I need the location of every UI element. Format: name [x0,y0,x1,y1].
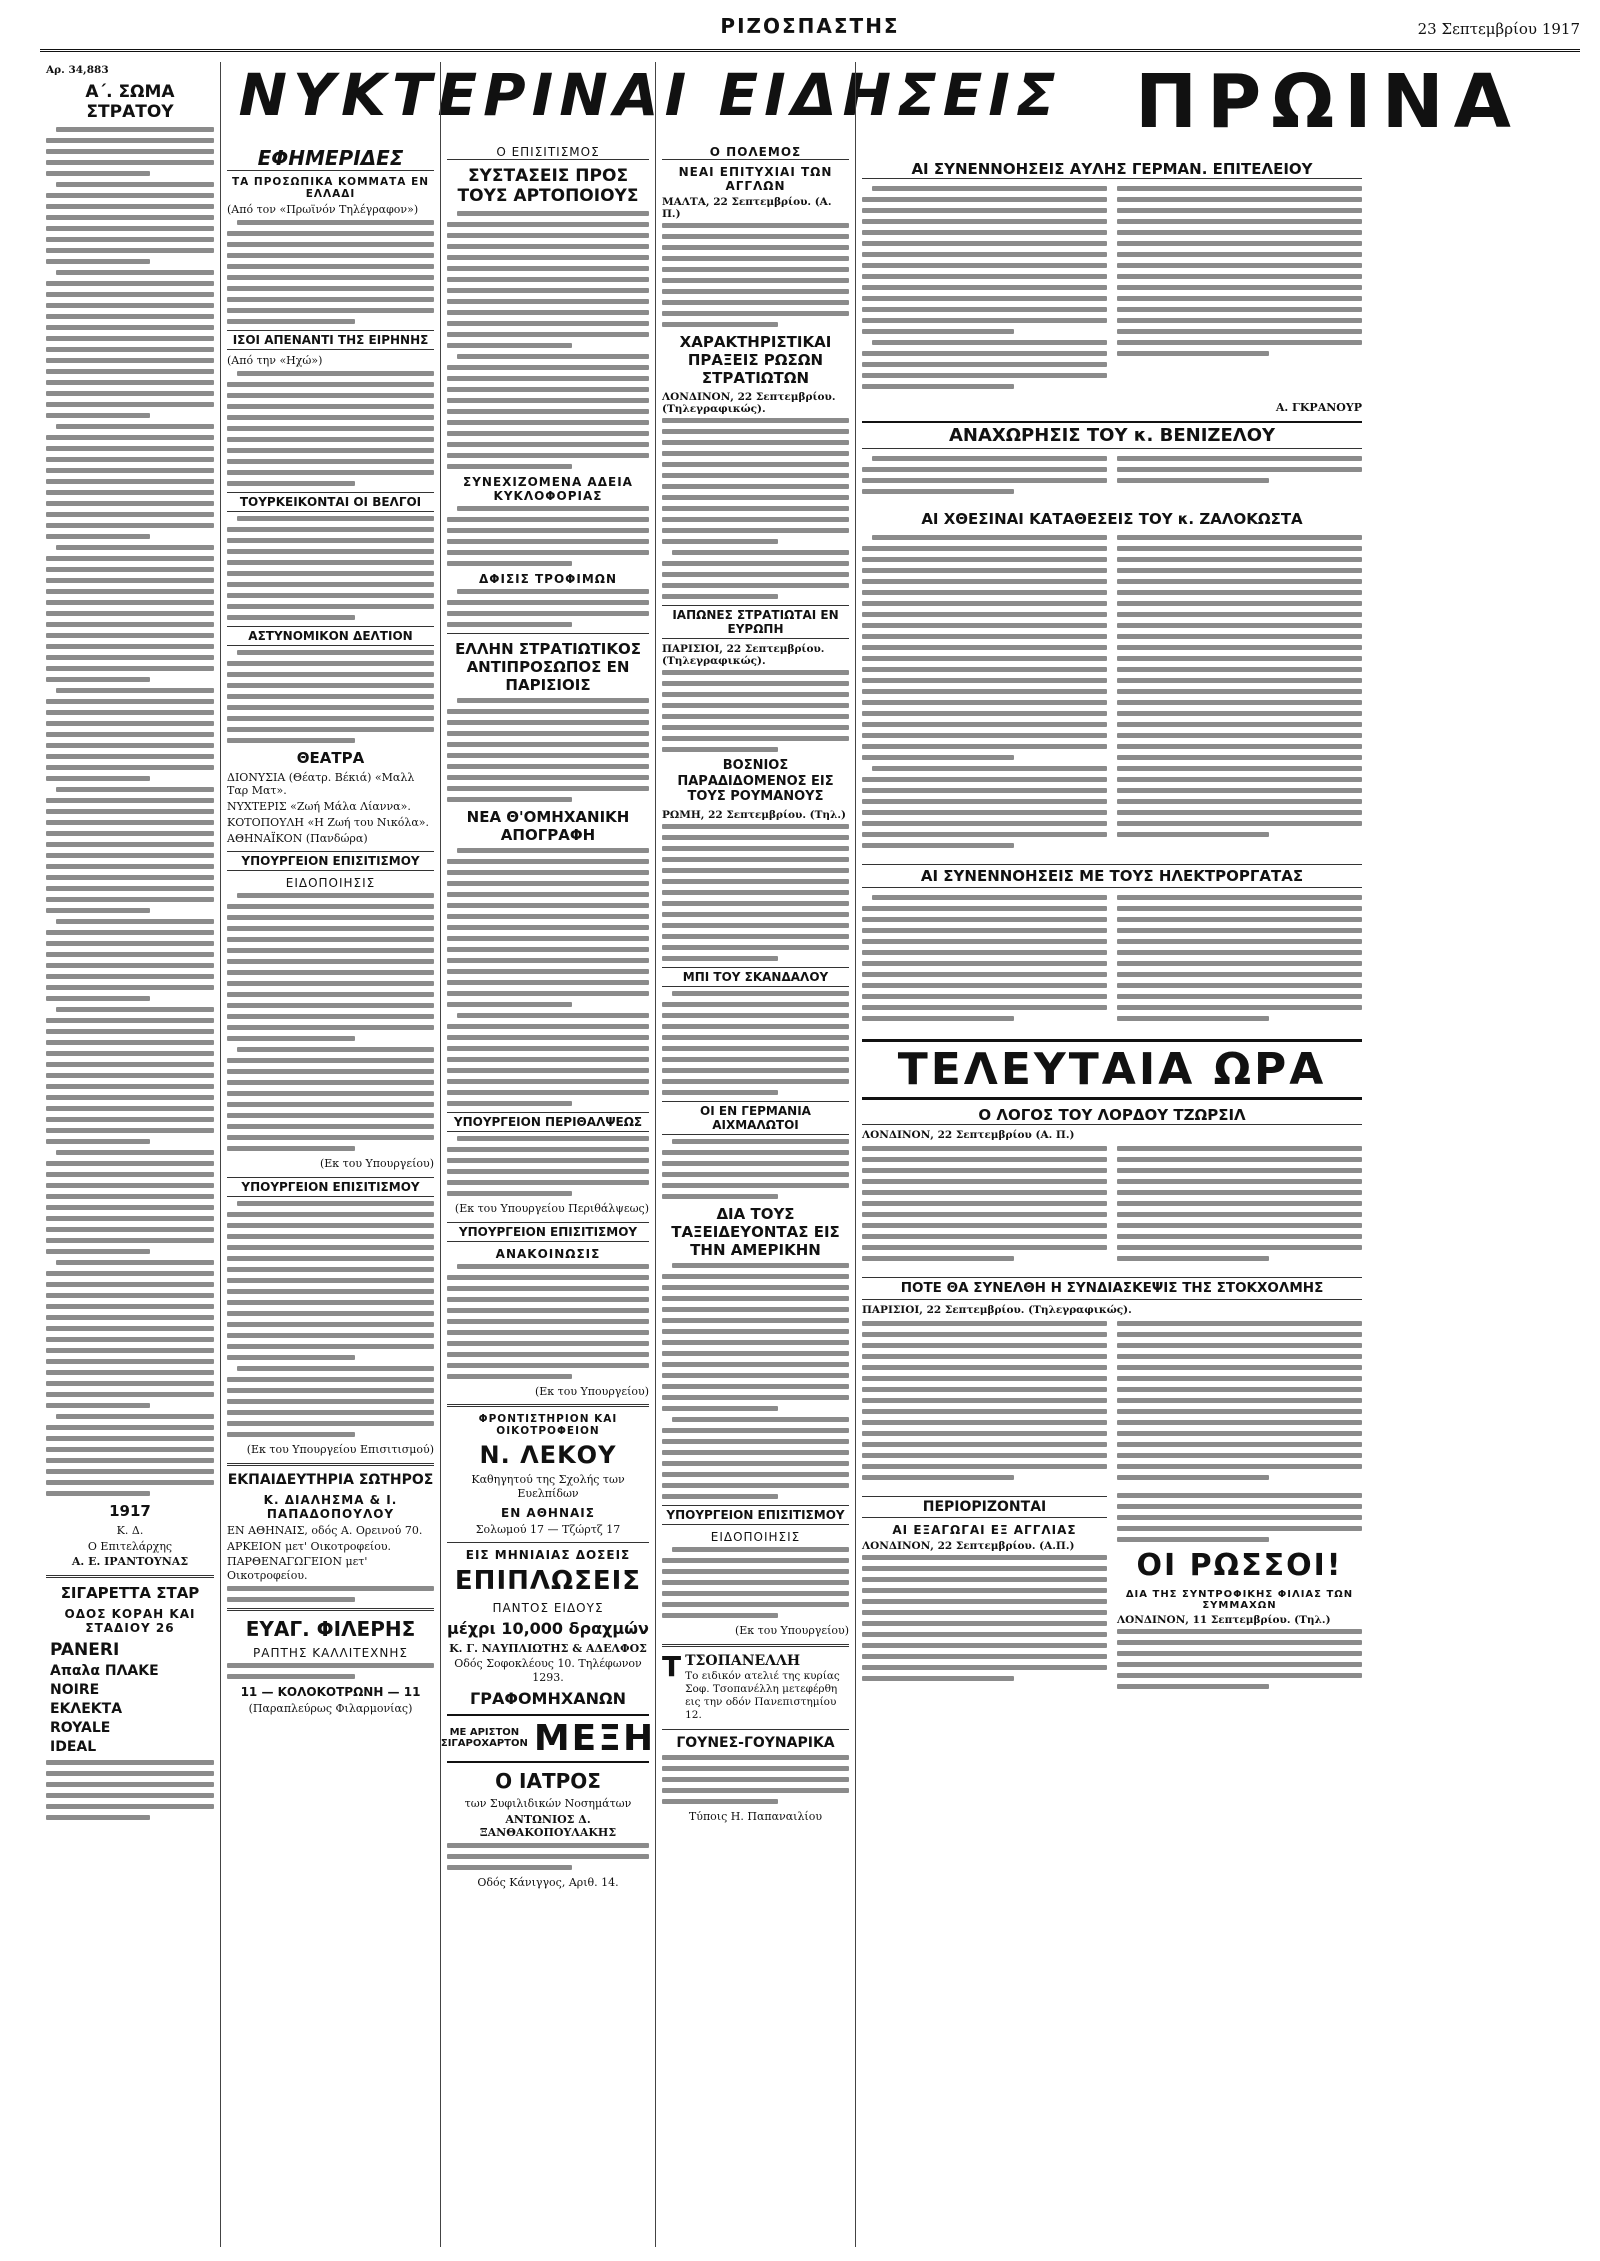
headline-velgoi: ΤΟΥΡΚΕΙΚΟΝΤΑΙ ΟΙ ΒΕΛΓΟΙ [227,492,434,512]
theatre-listing: ΚΟΤΟΠΟΥΛΗ «Η Ζωή του Νικόλα». [227,815,429,829]
headline-synennoiseis-avlis: ΑΙ ΣΥΝΕΝΝΟΗΣΕΙΣ ΑΥΛΗΣ ΓΕΡΜΑΝ. ΕΠΙΤΕΛΕΙΟΥ [862,160,1362,179]
ad-tsopanelli [662,1649,849,1723]
column-4 [655,62,855,2247]
source-note: (Εκ του Υπουργείου Περιθάλψεως) [454,1201,649,1215]
ad-mexi [440,1714,655,1763]
mexi-label: ΣΙΓΑΡΟΧΑΡΤΟΝ [440,1738,528,1750]
headline-stokcholmi: ΠΟΤΕ ΘΑ ΣΥΝΕΛΘΗ Η ΣΥΝΔΙΑΣΚΕΨΙΣ ΤΗΣ ΣΤΟΚΧΟΛΜΗΣ [862,1277,1362,1299]
column-2 [220,62,440,2247]
theatre-listing: ΔΙΟΝΥΣΙΑ (Θέατρ. Βέκιά) «Μαλλ Ταρ Ματ». [227,770,415,798]
dateline: ΛΟΝΔΙΝΟΝ, 22 Σεπτεμβρίου (Α. Π.) [862,1129,1075,1142]
ad-lekou-loc: ΕΝ ΑΘΗΝΑΙΣ [501,1505,595,1520]
headline-logos-tzorsil: Ο ΛΟΓΟΣ ΤΟΥ ΛΟΡΔΟΥ ΤΖΩΡΣΙΛ [862,1106,1362,1125]
headline-ypourgeion-3: ΥΠΟΥΡΓΕΙΟΝ ΕΠΙΣΙΤΙΣΜΟΥ [447,1222,649,1242]
section-efimerides: ΕΦΗΜΕΡΙΔΕΣ [227,146,434,171]
announcement-signoff-2: Ο Επιτελάρχης [87,1539,173,1553]
ad-epiploseis-addr: Οδός Σοφοκλέους 10. Τηλέφωνον 1293. [454,1657,642,1685]
headline-exagogai: ΑΙ ΕΞΑΓΩΓΑΙ ΕΞ ΑΓΓΛΙΑΣ [892,1522,1077,1537]
ad-sotiros-loc: ΕΝ ΑΘΗΝΑΙΣ, οδός Α. Ορεινού 70. [227,1523,423,1537]
newspaper-title: ΡΙΖΟΣΠΑΣΤΗΣ [720,14,900,38]
ad-lekou-name: Ν. ΛΕΚΟΥ [479,1441,617,1470]
ad-epiploseis-sub: ΠΑΝΤΟΣ ΕΙΔΟΥΣ [492,1600,604,1615]
dateline: ΡΩΜΗ, 22 Σεπτεμβρίου. (Τηλ.) [662,808,847,821]
printer-note: Τύποις Η. Παπαναιλίου [688,1809,823,1823]
theatre-listing: ΑΘΗΝΑΪΚΟΝ (Πανδώρα) [227,831,368,845]
eidopoiisis-label: ΕΙΔΟΠΟΙΗΣΙΣ [710,1529,801,1544]
mexi-brand: ΜΕΞΗ [533,1717,655,1759]
issue-date: 23 Σεπτεμβρίου 1917 [1417,20,1580,38]
kicker-episitismos: Ο ΕΠΙΣΙΤΙΣΜΟΣ [447,145,649,160]
dateline: ΜΑΛΤΑ, 22 Σεπτεμβρίου. (Α. Π.) [662,196,832,220]
raneri-line: IDEAL [50,1738,97,1755]
mexi-label: ΜΕ ΑΡΙΣΤΟΝ [449,1727,520,1739]
headline-praxeis-roson: ΧΑΡΑΚΤΗΡΙΣΤΙΚΑΙ ΠΡΑΞΕΙΣ ΡΩΣΩΝ ΣΤΡΑΤΙΩΤΩΝ [679,333,832,387]
announcement-title: Α΄. ΣΩΜΑ ΣΤΡΑΤΟΥ [85,82,175,123]
dateline: ΠΑΡΙΣΙΟΙ, 22 Σεπτεμβρίου. (Τηλεγραφικώς). [662,643,825,667]
ad-lekou-sub: Καθηγητού της Σχολής των Ευελπίδων [471,1473,625,1501]
headline-perithalpseos: ΥΠΟΥΡΓΕΙΟΝ ΠΕΡΙΘΑΛΨΕΩΣ [447,1112,649,1132]
headline-ellin-stratiotikos: ΕΛΛΗΝ ΣΤΡΑΤΙΩΤΙΚΟΣ ΑΝΤΙΠΡΟΣΩΠΟΣ ΕΝ ΠΑΡΙΣΙΟΙΣ [455,639,641,694]
ad-iatros-title: Ο ΙΑΤΡΟΣ [495,1768,601,1793]
ad-cigarette-star: ΣΙΓΑΡΕΤΤΑ ΣΤΑΡ [60,1584,200,1603]
announcement-body [46,127,214,1496]
source-note: (Εκ του Υπουργείου Επισιτισμού) [246,1443,434,1456]
headline-apografi: ΝΕΑ Θ'ΟΜΗΧΑΝΙΚΗ ΑΠΟΓΡΑΦΗ [466,807,630,844]
headline-isoi: ΙΣΟΙ ΑΠΕΝΑΝΤΙ ΤΗΣ ΕΙΡΗΝΗΣ [227,330,434,350]
ad-iatros-addr: Οδός Κάνιγγος, Αριθ. 14. [477,1876,619,1890]
dateline: ΛΟΝΔΙΝΟΝ, 11 Σεπτεμβρίου. (Τηλ.) [1117,1613,1331,1626]
ad-fileris-address: 11 — ΚΟΛΟΚΟΤΡΩΝΗ — 11 [240,1684,421,1699]
headline-symmachon: ΔΙΑ ΤΗΣ ΣΥΝΤΡΟΦΙΚΗΣ ΦΙΛΙΑΣ ΤΩΝ ΣΥΜΜΑΧΩΝ [1125,1588,1354,1611]
ad-sotiros-sub: Κ. ΔΙΑΛΗΣΜΑ & Ι. ΠΑΠΑΔΟΠΟΥΛΟΥ [263,1492,398,1521]
headline-adeia: ΣΥΝΕΧΙΖΟΜΕΝΑ ΑΔΕΙΑ ΚΥΚΛΟΦΟΡΙΑΣ [463,474,633,503]
ad-grafomixanon: ΓΡΑΦΟΜΗΧΑΝΩΝ [470,1688,626,1708]
source-note: (Εκ του Υπουργείου) [319,1157,434,1171]
headline-zalokosta: ΑΙ ΧΘΕΣΙΝΑΙ ΚΑΤΑΘΕΣΕΙΣ ΤΟΥ κ. ΖΑΛΟΚΩΣΤΑ [921,510,1303,529]
headline-periorizontai: ΠΕΡΙΟΡΙΖΟΝΤΑΙ [862,1496,1107,1518]
headline-astynomikon: ΑΣΤΥΝΟΜΙΚΟΝ ΔΕΛΤΙΟΝ [227,626,434,646]
headline-aichmalotoi: ΟΙ ΕΝ ΓΕΡΜΑΝΙΑ ΑΙΧΜΑΛΩΤΟΙ [662,1101,849,1135]
ad-iatros-sub: των Συφιλιδικών Νοσημάτων [464,1796,632,1810]
column-3 [440,62,655,2247]
raneri-line: EΚΛΕΚΤΑ [50,1700,123,1717]
isoi-source: (Από την «Ηχώ») [227,353,323,367]
dropcap-icon: T [662,1649,682,1683]
raneri-line: PANERI [50,1640,120,1661]
efimerides-sub: ΤΑ ΠΡΟΣΩΠΙΚΑ ΚΟΜΜΑΤΑ ΕΝ ΕΛΛΑΔΙ [231,176,430,200]
theatre-listing: ΝΥΧΤΕΡΙΣ «Ζωή Μάλα Λίαννα». [227,800,411,813]
ad-epiploseis-price: μέχρι 10,000 δραχμών [447,1618,649,1638]
dateline: ΠΑΡΙΣΙΟΙ, 22 Σεπτεμβρίου. (Τηλεγραφικώς). [862,1303,1132,1316]
eidopoiisis-label: ΕΙΔΟΠΟΙΗΣΙΣ [285,876,376,891]
announcement-number: Αρ. 34,883 [46,64,109,76]
kicker-polemos: Ο ΠΟΛΕΜΟΣ [662,145,849,160]
ad-epiploseis-top: ΕΙΣ ΜΗΝΙΑΙΑΣ ΔΟΣΕΙΣ [465,1547,631,1562]
raneri-line: NOIRE [50,1681,100,1698]
banner-proina: ΠΡΩΙΝΑ [1078,60,1578,144]
headline-trofimon: ΔΦΙΣΙΣ ΤΡΟΦΙΜΩΝ [478,571,618,586]
signature: Α. ΓΚΡΑΝΟΥΡ [1275,401,1362,414]
column-7-spacer [1081,62,1093,2247]
banner-nykterinai-eidiseis: ΝΥΚΤΕΡΙΝΑΙ ΕΙΔΗΣΕΙΣ [230,60,1070,130]
ad-lekou-addr: Σολωμού 17 — Τζώρτζ 17 [475,1522,621,1536]
announcement-year: 1917 [109,1501,151,1520]
headline-skandalou: ΜΠΙ ΤΟΥ ΣΚΑΝΔΑΛΟΥ [662,967,849,987]
ad-fileris-title: ΕΥΑΓ. ΦΙΛΕΡΗΣ [245,1616,416,1641]
headline-systaseis: ΣΥΣΤΑΣΕΙΣ ΠΡΟΣ ΤΟΥΣ ΑΡΤΟΠΟΙΟΥΣ [457,166,639,207]
source-note: (Εκ του Υπουργείου) [734,1623,849,1637]
ad-tsopanelli-text: Το ειδικόν ατελιέ της κυρίας Σοφ. Τσοπανέλλη μετεφέρθη εις την οδόν Πανεπιστημίου 12. [685,1670,840,1722]
dateline: ΛΟΝΔΙΝΟΝ, 22 Σεπτεμβρίου. (Τηλεγραφικώς). [662,391,836,415]
headline-ilektrorgatas: ΑΙ ΣΥΝΕΝΝΟΗΣΕΙΣ ΜΕ ΤΟΥΣ ΗΛΕΚΤΡΟΡΓΑΤΑΣ [862,864,1362,888]
ad-raneri-list [50,1639,214,1756]
headline-ypourgeion-1: ΥΠΟΥΡΓΕΙΟΝ ΕΠΙΣΙΤΙΣΜΟΥ [227,851,434,871]
column-1 [40,62,220,2247]
headline-theatra: ΘΕΑΤΡΑ [296,748,365,767]
headline-anachorisis: ΑΝΑΧΩΡΗΣΙΣ ΤΟΥ κ. ΒΕΝΙΖΕΛΟΥ [862,421,1362,450]
ad-tsopanelli-name: ΤΣΟΠΑΝΕΛΛΗ [685,1652,801,1669]
ad-epiploseis-firm: Κ. Γ. ΝΑΥΠΛΙΩΤΗΣ & ΑΔΕΛΦΟΣ [449,1641,647,1655]
ad-furs-title: ΓΟΥΝΕΣ-ΓΟΥΝΑΡΙΚΑ [676,1734,835,1751]
dateline: ΛΟΝΔΙΝΟΝ, 22 Σεπτεμβρίου. (Α.Π.) [862,1539,1075,1552]
ad-epiploseis-title: ΕΠΙΠΛΩΣΕΙΣ [454,1565,642,1596]
ad-sotiros-b: ΠΑΡΘΕΝΑΓΩΓΕΙΟΝ μετ' Οικοτροφείου. [227,1555,368,1582]
headline-ypourgeion-4: ΥΠΟΥΡΓΕΙΟΝ ΕΠΙΣΙΤΙΣΜΟΥ [662,1505,849,1525]
announcement-signoff-1: Κ. Δ. [116,1523,144,1537]
ad-lekou-top: ΦΡΟΝΤΙΣΤΗΡΙΟΝ ΚΑΙ ΟΙΚΟΤΡΟΦΕΙΟΝ [478,1413,618,1438]
headline-neai-epitychiai: ΝΕΑΙ ΕΠΙΤΥΧΙΑΙ ΤΩΝ ΑΓΓΛΩΝ [678,165,833,193]
headline-teleftaia-ora: ΤΕΛΕΥΤΑΙΑ ΩΡΑ [862,1039,1362,1100]
ad-fileris-sub: ΡΑΠΤΗΣ ΚΑΛΛΙΤΕΧΝΗΣ [253,1645,408,1660]
anakoinosis-label: ΑΝΑΚΟΙΝΩΣΙΣ [495,1246,601,1261]
announcement-signoff-3: Α. Ε. ΙΡΑΝΤΟΥΝΑΣ [71,1555,189,1569]
ad-cigarette-address: ΟΔΟΣ ΚΟΡΑΗ ΚΑΙ ΣΤΑΔΙΟΥ 26 [64,1607,196,1636]
ad-sotiros-a: ΑΡΚΕΙΟΝ μετ' Οικοτροφείου. [227,1539,392,1553]
raneri-line: Απαλα ΠΛΑΚΕ [50,1662,159,1679]
efimerides-source: (Από τον «Πρωϊνόν Τηλέγραφον») [227,203,419,216]
headline-ypourgeion-2: ΥΠΟΥΡΓΕΙΟΝ ΕΠΙΣΙΤΙΣΜΟΥ [227,1177,434,1197]
ad-sotiros-title: ΕΚΠΑΙΔΕΥΤΗΡΙΑ ΣΩΤΗΡΟΣ [227,1471,434,1488]
headline-oi-rossoi: ΟΙ ΡΩΣΣΟΙ! [1136,1547,1343,1583]
ad-fileris-note: (Παραπλεύρως Φιλαρμονίας) [248,1702,413,1716]
headline-vosnios: ΒΟΣΝΙΟΣ ΠΑΡΑΔΙΔΟΜΕΝΟΣ ΕΙΣ ΤΟΥΣ ΡΟΥΜΑΝΟΥΣ [677,758,834,805]
masthead [40,8,1580,52]
headline-iapones: ΙΑΠΩΝΕΣ ΣΤΡΑΤΙΩΤΑΙ ΕΝ ΕΥΡΩΠΗ [662,605,849,639]
headline-amerikin: ΔΙΑ ΤΟΥΣ ΤΑΞΕΙΔΕΥΟΝΤΑΣ ΕΙΣ ΤΗΝ ΑΜΕΡΙΚΗΝ [671,1204,840,1259]
column-5-6-top [855,62,1368,2247]
ad-iatros-name: ΑΝΤΩΝΙΟΣ Δ. ΞΑΝΘΑΚΟΠΟΥΛΑΚΗΣ [479,1812,617,1840]
raneri-line: ROYALE [50,1719,111,1736]
source-note: (Εκ του Υπουργείου) [534,1384,649,1398]
